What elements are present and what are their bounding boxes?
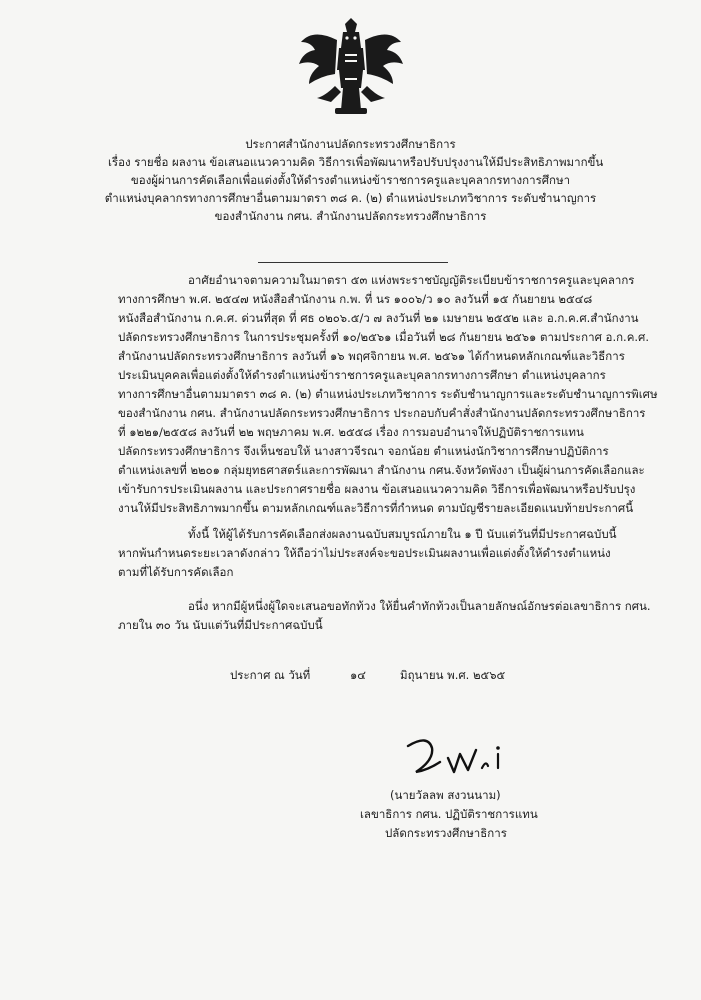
paragraph-line: ปลัดกระทรวงศึกษาธิการ จึงเห็นชอบให้ นางสาวจีรณา จอกน้อย ตำแหน่งนักวิชาการศึกษาปฏิบัติการ [118,444,609,458]
subject-line: เรื่อง รายชื่อ ผลงาน ข้อเสนอแนวความคิด วิธีการเพื่อพัฒนาหรือปรับปรุงงานให้มีประสิทธิภาพมากขึ้น [108,155,604,169]
subject-line: ของผู้ผ่านการคัดเลือกเพื่อแต่งตั้งให้ดำรงตำแหน่งข้าราชการครูและบุคลากรทางการศึกษา [130,173,571,187]
announcement-title: ประกาศสำนักงานปลัดกระทรวงศึกษาธิการ [245,137,456,151]
paragraph-line: ทางการศึกษา พ.ศ. ๒๕๔๗ หนังสือสำนักงาน ก.พ. ที่ นร ๑๐๐๖/ว ๑๐ ลงวันที่ ๑๕ กันยายน ๒๕๔๘ [118,292,593,306]
paragraph-line: อนึ่ง หากมีผู้หนึ่งผู้ใดจะเสนอขอทักท้วง ให้ยื่นคำทักท้วงเป็นลายลักษณ์อักษรต่อเลขาธิการ กศน. [188,599,651,613]
date-prefix: ประกาศ ณ วันที่ [230,668,311,682]
paragraph-line: งานให้มีประสิทธิภาพมากขึ้น ตามหลักเกณฑ์และวิธีการที่กำหนด ตามบัญชีรายละเอียดแนบท้ายประกาศนี้ [118,501,634,515]
paragraph-line: ที่ ๑๒๒๑/๒๕๕๘ ลงวันที่ ๒๒ พฤษภาคม พ.ศ. ๒๕๕๘ เรื่อง การมอบอำนาจให้ปฏิบัติราชการแทน [118,425,584,439]
paragraph-line: เข้ารับการประเมินผลงาน และประกาศรายชื่อ ผลงาน ข้อเสนอแนวความคิด วิธีการเพื่อพัฒนาหรือปรับปรุง [118,482,636,496]
signatory-position: เลขาธิการ กศน. ปฏิบัติราชการแทน [360,807,538,821]
subject-line: ของสำนักงาน กศน. สำนักงานปลัดกระทรวงศึกษาธิการ [214,209,487,223]
paragraph-line: ประเมินบุคคลเพื่อแต่งตั้งให้ดำรงตำแหน่งข้าราชการครูและบุคลากรทางการศึกษา ตำแหน่งบุคลากร [118,368,606,382]
paragraph-line: อาศัยอำนาจตามความในมาตรา ๕๓ แห่งพระราชบัญญัติระเบียบข้าราชการครูและบุคลากร [188,273,635,287]
subject-line: ตำแหน่งบุคลากรทางการศึกษาอื่นตามมาตรา ๓๘ ค. (๒) ตำแหน่งประเภทวิชาการ ระดับชำนาญการ [104,191,597,205]
signatory-position: ปลัดกระทรวงศึกษาธิการ [385,826,507,840]
paragraph-line: ตามที่ได้รับการคัดเลือก [118,565,234,579]
signatory-name: (นายวัลลพ สงวนนาม) [390,788,501,802]
handwritten-signature-icon [398,732,518,782]
paragraph-line: หากพ้นกำหนดระยะเวลาดังกล่าว ให้ถือว่าไม่ประสงค์จะขอประเมินผลงานเพื่อแต่งตั้งให้ดำรงตำแหน่ง [118,546,611,560]
paragraph-line: ภายใน ๓๐ วัน นับแต่วันที่มีประกาศฉบับนี้ [118,618,323,632]
date-month-year: มิถุนายน พ.ศ. ๒๕๖๕ [400,668,506,682]
title-divider [258,262,448,263]
paragraph-line: ตำแหน่งเลขที่ ๒๒๐๑ กลุ่มยุทธศาสตร์และการพัฒนา สำนักงาน กศน.จังหวัดพังงา เป็นผู้ผ่านการคัดเลือกและ [118,463,645,477]
date-day: ๑๔ [350,668,367,682]
paragraph-line: สำนักงานปลัดกระทรวงศึกษาธิการ ลงวันที่ ๑๖ พฤศจิกายน พ.ศ. ๒๕๖๑ ได้กำหนดหลักเกณฑ์และวิธีการ [118,349,625,363]
paragraph-line: หนังสือสำนักงาน ก.ค.ศ. ด่วนที่สุด ที่ ศธ ๐๒๐๖.๕/ว ๗ ลงวันที่ ๒๑ เมษายน ๒๕๕๒ และ อ.ก.ค.ศ.สำนักงาน [118,311,639,325]
paragraph-line: ของสำนักงาน กศน. สำนักงานปลัดกระทรวงศึกษาธิการ ประกอบกับคำสั่งสำนักงานปลัดกระทรวงศึกษาธิการ [118,406,646,420]
paragraph-line: ปลัดกระทรวงศึกษาธิการ ในการประชุมครั้งที่ ๑๐/๒๕๖๑ เมื่อวันที่ ๒๘ กันยายน ๒๕๖๑ ตามประกาศ อ.ก.ค.ศ. [118,330,650,344]
garuda-emblem-icon [295,18,407,116]
paragraph-line: ทั้งนี้ ให้ผู้ได้รับการคัดเลือกส่งผลงานฉบับสมบูรณ์ภายใน ๑ ปี นับแต่วันที่มีประกาศฉบับนี้ [188,527,617,541]
paragraph-line: ทางการศึกษาอื่นตามมาตรา ๓๘ ค. (๒) ตำแหน่งประเภทวิชาการ ระดับชำนาญการและระดับชำนาญการพิเศษ [118,387,658,401]
